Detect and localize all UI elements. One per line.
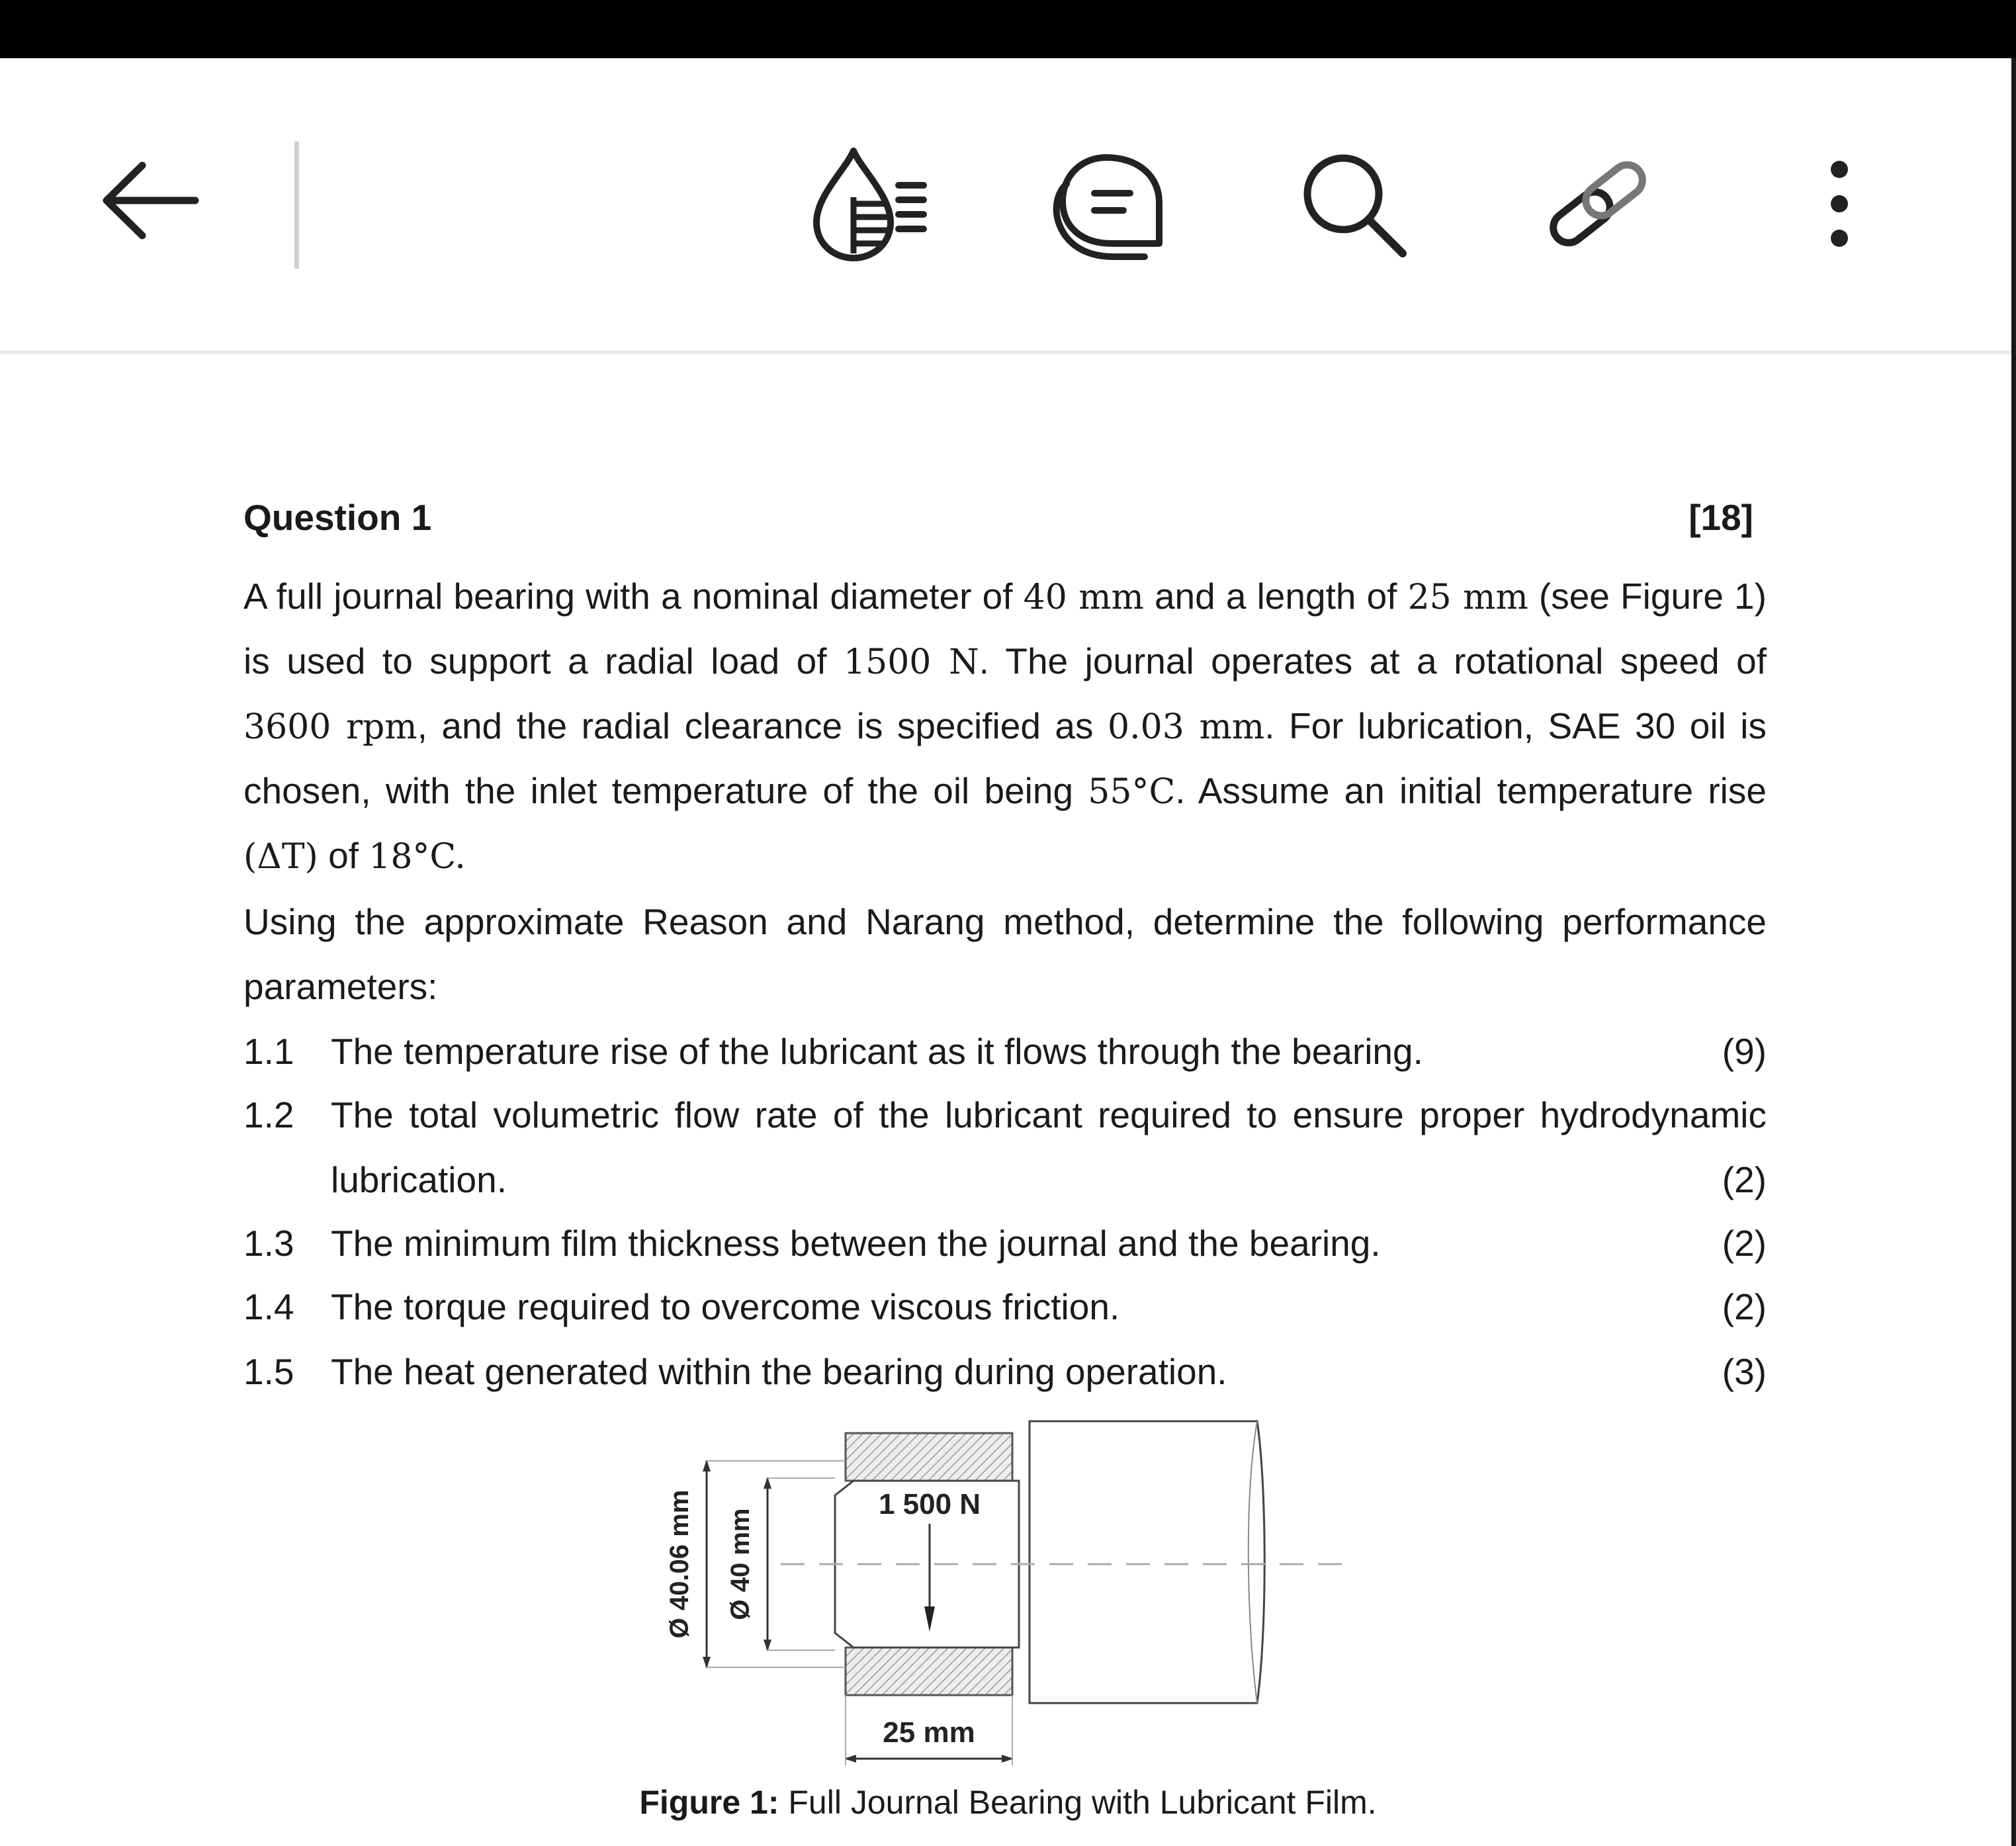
- more-options-button[interactable]: [1810, 144, 1869, 263]
- sub-question-marks: (9): [1722, 1031, 1767, 1072]
- question-title: Question 1: [243, 497, 432, 538]
- sub-question-number: 1.5: [243, 1351, 294, 1392]
- caption-label: Figure 1:: [639, 1784, 779, 1821]
- figure-caption: [0, 1783, 2016, 1822]
- back-button[interactable]: [93, 144, 205, 257]
- sub-question-text: lubrication.: [331, 1159, 507, 1200]
- sub-question-number: 1.3: [243, 1223, 294, 1264]
- sub-question-number: 1.1: [243, 1031, 294, 1072]
- sub-question-continuation: [243, 1147, 1767, 1212]
- question-header: [243, 490, 1767, 549]
- bearing-dia-label: Ø 40.06 mm: [665, 1489, 694, 1639]
- intro-line: chosen, with the inlet temperature of the oil being 55°C. Assume an initial temperature rise: [243, 770, 1767, 812]
- caption-text: Full Journal Bearing with Lubricant Film.: [779, 1784, 1377, 1821]
- toolbar-separator: [294, 142, 299, 269]
- toolbar: [0, 58, 2011, 353]
- sub-question-text: The temperature rise of the lubricant as it flows through the bearing.: [331, 1031, 1423, 1072]
- intro-line: A full journal bearing with a nominal diameter of 40 mm and a length of 25 mm (see Figure 1): [243, 576, 1767, 617]
- ink-drop-icon: [807, 144, 933, 263]
- sub-question-text: The minimum film thickness between the journal and the bearing.: [331, 1223, 1381, 1264]
- intro-line: 3600 rpm, and the radial clearance is specified as 0.03 mm. For lubrication, SAE 30 oil is: [243, 705, 1767, 747]
- shaft-body: [1030, 1421, 1264, 1703]
- sub-question-text: The heat generated within the bearing during operation.: [331, 1351, 1227, 1392]
- link-button[interactable]: [1535, 144, 1661, 263]
- link-icon: [1538, 144, 1657, 263]
- length-label: 25 mm: [883, 1716, 975, 1749]
- arrow-left-icon: [96, 157, 202, 243]
- sub-question-number: 1.4: [243, 1286, 294, 1327]
- sub-question: [243, 1082, 1767, 1147]
- bearing-diagram: [635, 1408, 1376, 1779]
- question-intro: [243, 564, 1767, 888]
- sub-question-text: The total volumetric flow rate of the lubricant required to ensure proper hydrodynamic: [331, 1094, 1767, 1135]
- journal-dia-label: Ø 40 mm: [726, 1508, 755, 1620]
- sub-question-marks: (3): [1722, 1351, 1767, 1392]
- load-label: 1 500 N: [878, 1488, 981, 1520]
- intro-line: (ΔT) of 18°C.: [243, 835, 466, 877]
- more-vertical-icon: [1826, 151, 1853, 257]
- comment-icon: [1045, 144, 1171, 263]
- sub-question-text: The torque required to overcome viscous friction.: [331, 1286, 1120, 1327]
- bearing-bottom-section: [846, 1648, 1012, 1695]
- intro-line: is used to support a radial load of 1500 N. The journal operates at a rotational speed of: [243, 640, 1767, 682]
- screen-edge: [2011, 58, 2016, 1846]
- sub-question: [243, 1274, 1767, 1339]
- method-line: parameters:: [243, 966, 438, 1007]
- bearing-top-section: [846, 1433, 1012, 1481]
- comment-button[interactable]: [1045, 144, 1171, 263]
- toolbar-divider: [0, 351, 2011, 354]
- sub-question: [243, 1019, 1767, 1084]
- method-paragraph: [243, 889, 1767, 1019]
- method-line: Using the approximate Reason and Narang method, determine the following performance: [243, 901, 1767, 942]
- question-marks: [18]: [1688, 497, 1753, 538]
- search-button[interactable]: [1293, 144, 1413, 263]
- sub-question: [243, 1339, 1767, 1404]
- sub-question-marks: (2): [1722, 1286, 1767, 1327]
- sub-question-marks: (2): [1722, 1223, 1767, 1264]
- bearing-figure: [635, 1408, 1376, 1779]
- sub-question-marks: (2): [1722, 1159, 1767, 1200]
- sub-question: [243, 1211, 1767, 1276]
- ink-drop-button[interactable]: [804, 144, 936, 263]
- sub-question-number: 1.2: [243, 1094, 294, 1135]
- search-icon: [1297, 148, 1409, 260]
- status-bar: [0, 0, 2016, 58]
